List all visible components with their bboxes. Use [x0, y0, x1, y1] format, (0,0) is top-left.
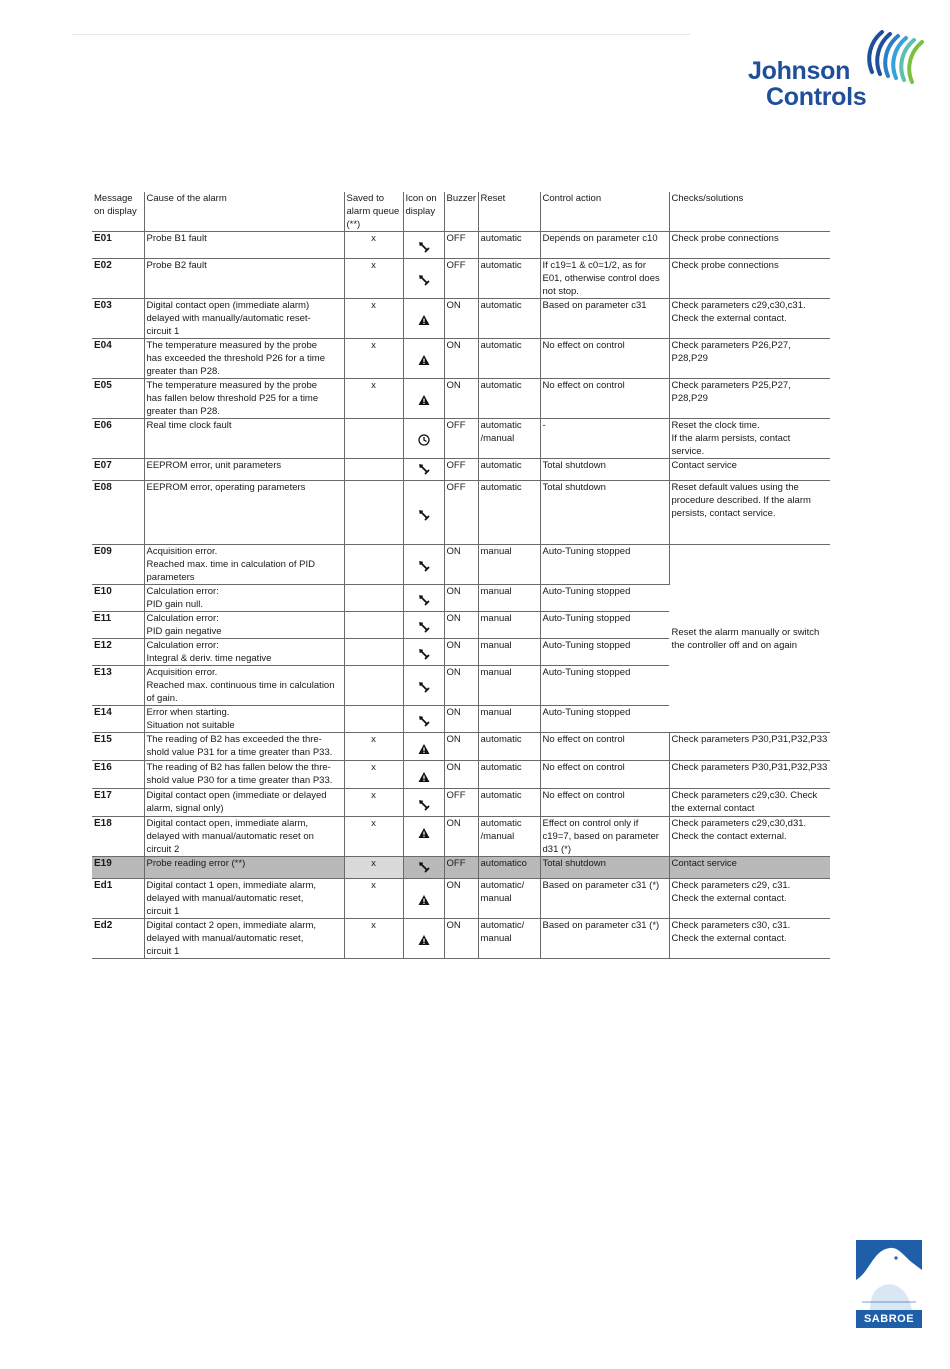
johnson-controls-mark-icon — [862, 28, 924, 86]
cell-saved: x — [344, 379, 403, 419]
cell-code: E15 — [92, 733, 144, 761]
table-row — [92, 299, 830, 339]
table-row — [92, 545, 830, 585]
cell-cause: Digital contact open, immediate alarm, delayed with manual/automatic reset on circuit 2 — [144, 817, 344, 857]
cell-checks: Check parameters P26,P27, P28,P29 — [669, 339, 830, 379]
cell-saved — [344, 459, 403, 481]
cell-buzzer: OFF — [444, 232, 478, 259]
cell-buzzer: ON — [444, 379, 478, 419]
cell-checks: Reset the clock time. If the alarm persists, contact service. — [669, 419, 830, 459]
cell-control: Auto-Tuning stopped — [540, 706, 669, 733]
cell-buzzer: ON — [444, 879, 478, 919]
cell-reset: manual — [478, 706, 540, 733]
cell-code: E19 — [92, 857, 144, 879]
warning-icon — [417, 893, 431, 907]
col-header-control: Control action — [540, 192, 669, 232]
cell-checks: Check parameters c29, c31. Check the external contact. — [669, 879, 830, 919]
table-row — [92, 481, 830, 545]
cell-code: E01 — [92, 232, 144, 259]
cell-code: E07 — [92, 459, 144, 481]
cell-saved — [344, 612, 403, 639]
table-row — [92, 419, 830, 459]
cell-checks: Contact service — [669, 459, 830, 481]
cell-control: Based on parameter c31 (*) — [540, 919, 669, 959]
cell-code: E05 — [92, 379, 144, 419]
cell-buzzer: ON — [444, 761, 478, 789]
cell-buzzer: OFF — [444, 481, 478, 545]
cell-control: Based on parameter c31 — [540, 299, 669, 339]
cell-cause: The temperature measured by the probe has exceeded the threshold P26 for a time greater than P28. — [144, 339, 344, 379]
cell-buzzer: ON — [444, 817, 478, 857]
cell-control: Total shutdown — [540, 857, 669, 879]
cell-cause: Probe B1 fault — [144, 232, 344, 259]
cell-buzzer: ON — [444, 339, 478, 379]
cell-control: Based on parameter c31 (*) — [540, 879, 669, 919]
cell-cause: Digital contact open (immediate or delayed alarm, signal only) — [144, 789, 344, 817]
wrench-icon — [417, 714, 431, 728]
polar-bear-icon — [856, 1240, 922, 1310]
cell-cause: Acquisition error. Reached max. time in calculation of PID parameters — [144, 545, 344, 585]
cell-reset: automatic — [478, 232, 540, 259]
cell-saved: x — [344, 259, 403, 299]
warning-icon — [417, 313, 431, 327]
cell-saved — [344, 639, 403, 666]
warning-icon — [417, 742, 431, 756]
cell-checks: Check parameters c29,c30,c31. Check the external contact. — [669, 299, 830, 339]
cell-icon — [403, 339, 444, 379]
cell-icon — [403, 919, 444, 959]
cell-checks: Check parameters P30,P31,P32,P33 — [669, 761, 830, 789]
cell-control: Auto-Tuning stopped — [540, 639, 669, 666]
cell-buzzer: OFF — [444, 419, 478, 459]
table-row — [92, 733, 830, 761]
cell-reset: automatico — [478, 857, 540, 879]
wrench-icon — [417, 593, 431, 607]
cell-icon — [403, 761, 444, 789]
cell-cause: Calculation error: Integral & deriv. time negative — [144, 639, 344, 666]
col-header-buzzer: Buzzer — [444, 192, 478, 232]
wrench-icon — [417, 559, 431, 573]
cell-code: Ed1 — [92, 879, 144, 919]
cell-icon — [403, 817, 444, 857]
cell-saved: x — [344, 339, 403, 379]
cell-control: Auto-Tuning stopped — [540, 585, 669, 612]
cell-reset: automatic — [478, 733, 540, 761]
cell-icon — [403, 259, 444, 299]
cell-reset: automatic — [478, 459, 540, 481]
cell-checks: Check probe connections — [669, 259, 830, 299]
cell-control: No effect on control — [540, 379, 669, 419]
cell-saved: x — [344, 761, 403, 789]
wrench-icon — [417, 620, 431, 634]
sabroe-label: SABROE — [856, 1310, 922, 1328]
cell-control: No effect on control — [540, 733, 669, 761]
table-row — [92, 789, 830, 817]
cell-code: Ed2 — [92, 919, 144, 959]
cell-code: E03 — [92, 299, 144, 339]
cell-icon — [403, 733, 444, 761]
cell-saved — [344, 545, 403, 585]
warning-icon — [417, 933, 431, 947]
sabroe-logo — [856, 1240, 922, 1328]
cell-saved: x — [344, 879, 403, 919]
table-row — [92, 919, 830, 959]
cell-saved: x — [344, 857, 403, 879]
cell-cause: Real time clock fault — [144, 419, 344, 459]
cell-buzzer: OFF — [444, 459, 478, 481]
cell-code: E16 — [92, 761, 144, 789]
logo-word-johnson: Johnson — [748, 57, 851, 85]
table-header-row — [92, 192, 830, 232]
cell-saved — [344, 706, 403, 733]
cell-cause: The temperature measured by the probe has fallen below threshold P25 for a time greater than P28. — [144, 379, 344, 419]
cell-code: E14 — [92, 706, 144, 733]
cell-cause: Acquisition error. Reached max. continuous time in calculation of gain. — [144, 666, 344, 706]
table-row — [92, 857, 830, 879]
cell-buzzer: OFF — [444, 789, 478, 817]
cell-saved — [344, 666, 403, 706]
table-row — [92, 879, 830, 919]
cell-cause: Digital contact 1 open, immediate alarm, delayed with manual/automatic reset, circuit 1 — [144, 879, 344, 919]
cell-checks: Check parameters c29,c30,d31. Check the contact external. — [669, 817, 830, 857]
alarm-table — [92, 192, 830, 959]
cell-control: If c19=1 & c0=1/2, as for E01, otherwise control does not stop. — [540, 259, 669, 299]
cell-buzzer: ON — [444, 733, 478, 761]
warning-icon — [417, 353, 431, 367]
col-header-icon: Icon on display — [403, 192, 444, 232]
cell-icon — [403, 232, 444, 259]
table-row — [92, 459, 830, 481]
wrench-icon — [417, 798, 431, 812]
cell-cause: Calculation error: PID gain negative — [144, 612, 344, 639]
cell-buzzer: ON — [444, 639, 478, 666]
cell-saved: x — [344, 232, 403, 259]
table-row — [92, 232, 830, 259]
cell-checks: Check parameters P25,P27, P28,P29 — [669, 379, 830, 419]
cell-code: E10 — [92, 585, 144, 612]
cell-reset: automatic/ manual — [478, 879, 540, 919]
wrench-icon — [417, 240, 431, 254]
cell-buzzer: ON — [444, 706, 478, 733]
cell-control: Depends on parameter c10 — [540, 232, 669, 259]
cell-reset: automatic — [478, 259, 540, 299]
wrench-icon — [417, 273, 431, 287]
wrench-icon — [417, 462, 431, 476]
cell-icon — [403, 789, 444, 817]
cell-saved — [344, 419, 403, 459]
cell-code: E02 — [92, 259, 144, 299]
cell-buzzer: ON — [444, 545, 478, 585]
cell-control: No effect on control — [540, 761, 669, 789]
col-header-reset: Reset — [478, 192, 540, 232]
warning-icon — [417, 826, 431, 840]
cell-buzzer: ON — [444, 612, 478, 639]
cell-saved — [344, 585, 403, 612]
cell-icon — [403, 612, 444, 639]
cell-icon — [403, 585, 444, 612]
wrench-icon — [417, 680, 431, 694]
cell-saved: x — [344, 789, 403, 817]
header-rule — [72, 34, 690, 35]
logo-word-controls: Controls — [766, 83, 867, 111]
cell-saved — [344, 481, 403, 545]
cell-code: E13 — [92, 666, 144, 706]
warning-icon — [417, 393, 431, 407]
cell-cause: Calculation error: PID gain null. — [144, 585, 344, 612]
cell-cause: EEPROM error, unit parameters — [144, 459, 344, 481]
cell-icon — [403, 639, 444, 666]
cell-cause: Digital contact open (immediate alarm) delayed with manually/automatic reset- circuit 1 — [144, 299, 344, 339]
cell-checks: Check parameters c29,c30. Check the external contact — [669, 789, 830, 817]
cell-reset: automatic/ manual — [478, 919, 540, 959]
col-header-saved: Saved to alarm queue (**) — [344, 192, 403, 232]
cell-control: Auto-Tuning stopped — [540, 666, 669, 706]
cell-icon — [403, 299, 444, 339]
cell-reset: automatic — [478, 339, 540, 379]
cell-control: Effect on control only if c19=7, based on parameter d31 (*) — [540, 817, 669, 857]
cell-reset: manual — [478, 545, 540, 585]
cell-control: No effect on control — [540, 789, 669, 817]
warning-icon — [417, 770, 431, 784]
cell-reset: automatic — [478, 379, 540, 419]
table-row — [92, 761, 830, 789]
cell-code: E12 — [92, 639, 144, 666]
cell-reset: automatic /manual — [478, 817, 540, 857]
cell-icon — [403, 459, 444, 481]
cell-reset: automatic — [478, 761, 540, 789]
cell-saved: x — [344, 299, 403, 339]
col-header-cause: Cause of the alarm — [144, 192, 344, 232]
cell-icon — [403, 481, 444, 545]
cell-buzzer: OFF — [444, 857, 478, 879]
cell-checks-merged: Reset the alarm manually or switch the controller off and on again — [669, 545, 830, 733]
cell-buzzer: ON — [444, 919, 478, 959]
table-row — [92, 339, 830, 379]
cell-code: E04 — [92, 339, 144, 379]
wrench-icon — [417, 647, 431, 661]
cell-control: Total shutdown — [540, 481, 669, 545]
clock-icon — [417, 433, 431, 447]
cell-buzzer: ON — [444, 299, 478, 339]
wrench-icon — [417, 508, 431, 522]
cell-buzzer: ON — [444, 585, 478, 612]
cell-reset: automatic — [478, 789, 540, 817]
cell-cause: Probe B2 fault — [144, 259, 344, 299]
cell-saved: x — [344, 919, 403, 959]
cell-control: No effect on control — [540, 339, 669, 379]
col-header-message: Message on display — [92, 192, 144, 232]
cell-icon — [403, 545, 444, 585]
cell-icon — [403, 379, 444, 419]
cell-code: E11 — [92, 612, 144, 639]
cell-checks: Reset default values using the procedure described. If the alarm persists, contact service. — [669, 481, 830, 545]
cell-cause: Digital contact 2 open, immediate alarm, delayed with manual/automatic reset, circuit 1 — [144, 919, 344, 959]
cell-reset: automatic — [478, 299, 540, 339]
cell-reset: manual — [478, 585, 540, 612]
cell-cause: Error when starting. Situation not suitable — [144, 706, 344, 733]
cell-icon — [403, 419, 444, 459]
cell-control: Auto-Tuning stopped — [540, 612, 669, 639]
johnson-controls-logo — [744, 28, 924, 112]
cell-code: E06 — [92, 419, 144, 459]
cell-reset: automatic /manual — [478, 419, 540, 459]
wrench-icon — [417, 860, 431, 874]
cell-reset: manual — [478, 639, 540, 666]
cell-code: E08 — [92, 481, 144, 545]
table-row — [92, 259, 830, 299]
cell-saved: x — [344, 817, 403, 857]
cell-control: Auto-Tuning stopped — [540, 545, 669, 585]
cell-icon — [403, 666, 444, 706]
cell-reset: manual — [478, 666, 540, 706]
cell-code: E17 — [92, 789, 144, 817]
table-row — [92, 379, 830, 419]
cell-checks: Check parameters P30,P31,P32,P33 — [669, 733, 830, 761]
cell-code: E18 — [92, 817, 144, 857]
cell-checks: Check parameters c30, c31. Check the external contact. — [669, 919, 830, 959]
cell-checks: Contact service — [669, 857, 830, 879]
cell-cause: EEPROM error, operating parameters — [144, 481, 344, 545]
cell-control: - — [540, 419, 669, 459]
cell-icon — [403, 879, 444, 919]
cell-buzzer: ON — [444, 666, 478, 706]
cell-saved: x — [344, 733, 403, 761]
cell-code: E09 — [92, 545, 144, 585]
table-row — [92, 817, 830, 857]
cell-buzzer: OFF — [444, 259, 478, 299]
cell-checks: Check probe connections — [669, 232, 830, 259]
cell-cause: Probe reading error (**) — [144, 857, 344, 879]
col-header-checks: Checks/solutions — [669, 192, 830, 232]
cell-icon — [403, 706, 444, 733]
cell-reset: automatic — [478, 481, 540, 545]
cell-reset: manual — [478, 612, 540, 639]
cell-icon — [403, 857, 444, 879]
cell-control: Total shutdown — [540, 459, 669, 481]
cell-cause: The reading of B2 has exceeded the thre- shold value P31 for a time greater than P33. — [144, 733, 344, 761]
cell-cause: The reading of B2 has fallen below the thre- shold value P30 for a time greater than P33. — [144, 761, 344, 789]
